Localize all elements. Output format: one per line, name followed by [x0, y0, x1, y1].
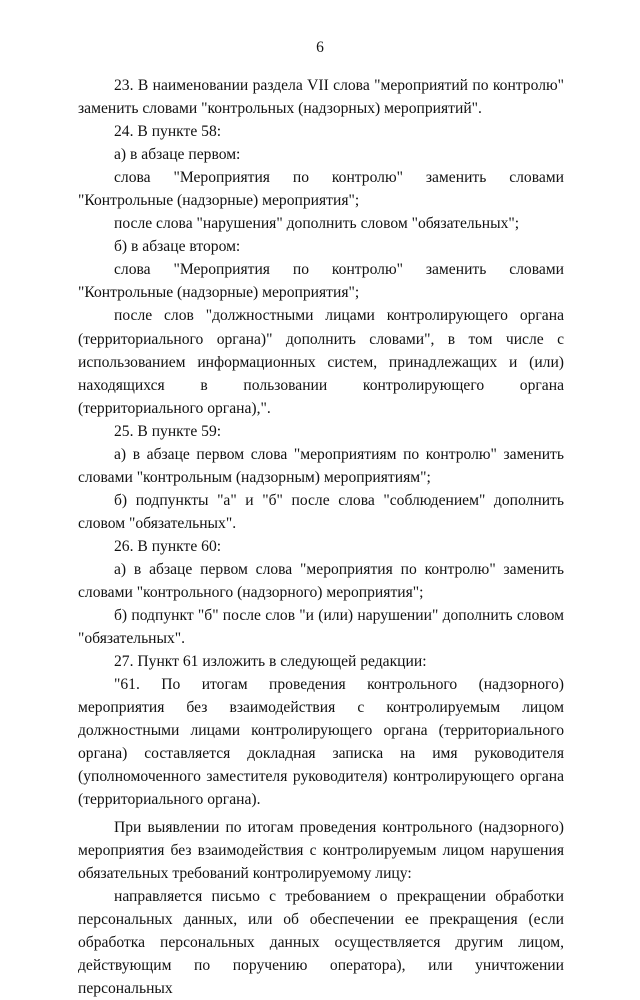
- page-number: 6: [316, 39, 324, 56]
- paragraph-24a-heading: а) в абзаце первом:: [114, 146, 241, 164]
- paragraph-25b: б) подпункты "а" и "б" после слова "соблюдением" дополнить словом "обязательных".: [78, 491, 564, 532]
- paragraph-25-heading: 25. В пункте 59:: [114, 422, 222, 440]
- paragraph-24b-heading: б) в абзаце втором:: [114, 238, 241, 256]
- paragraph-24-heading: 24. В пункте 58:: [114, 123, 222, 141]
- paragraph-26a: а) в абзаце первом слова "мероприятия по контролю" заменить словами "контрольного (надзорного) мероприятия";: [78, 560, 564, 602]
- paragraph-27-heading: 27. Пункт 61 изложить в следующей редакции:: [114, 653, 427, 671]
- paragraph-61-letter: направляется письмо с требованием о прекращении обработки персональных данных, или об обеспечении ее прекращения (если обработка персональных данных осуществляется другим лицом, действующим по поручению оператора), или уничтожении персональных: [78, 887, 564, 997]
- paragraph-26b: б) подпункт "б" после слов "и (или) нарушении" дополнить словом "обязательных".: [78, 607, 564, 648]
- paragraph-24a-after: после слова "нарушения" дополнить словом "обязательных";: [114, 215, 520, 233]
- paragraph-25a: а) в абзаце первом слова "мероприятиям по контролю" заменить словами "контрольным (надзорным) мероприятиям";: [78, 445, 564, 486]
- paragraph-26-heading: 26. В пункте 60:: [114, 537, 222, 555]
- paragraph-24b-after: после слов "должностными лицами контролирующего органа (территориального органа)" дополнить словами", в том числе с использованием информационных систем, принадлежащих и (или) находящихся в пользовании контролирующего органа (территориального органа),".: [78, 307, 564, 417]
- paragraph-61-violations: При выявлении по итогам проведения контрольного (надзорного) мероприятия без взаимодействия с контролируемым лицом нарушения обязательных требований контролируемому лицу:: [78, 818, 564, 882]
- paragraph-24b-words: слова "Мероприятия по контролю" заменить словами "Контрольные (надзорные) мероприятия";: [78, 261, 564, 302]
- paragraph-23: 23. В наименовании раздела VII слова "мероприятий по контролю" заменить словами "контрольных (надзорных) мероприятий".: [78, 77, 564, 118]
- paragraph-24a-words: слова "Мероприятия по контролю" заменить словами "Контрольные (надзорные) мероприятия";: [78, 169, 564, 210]
- paragraph-61: "61. По итогам проведения контрольного (надзорного) мероприятия без взаимодействия с контролируемым лицом должностными лицами контролирующего органа (территориального органа) составляется докладная записка на имя руководителя (уполномоченного заместителя руководителя) контролирующего органа (территориального органа).: [78, 676, 564, 809]
- document-body: [78, 74, 564, 1000]
